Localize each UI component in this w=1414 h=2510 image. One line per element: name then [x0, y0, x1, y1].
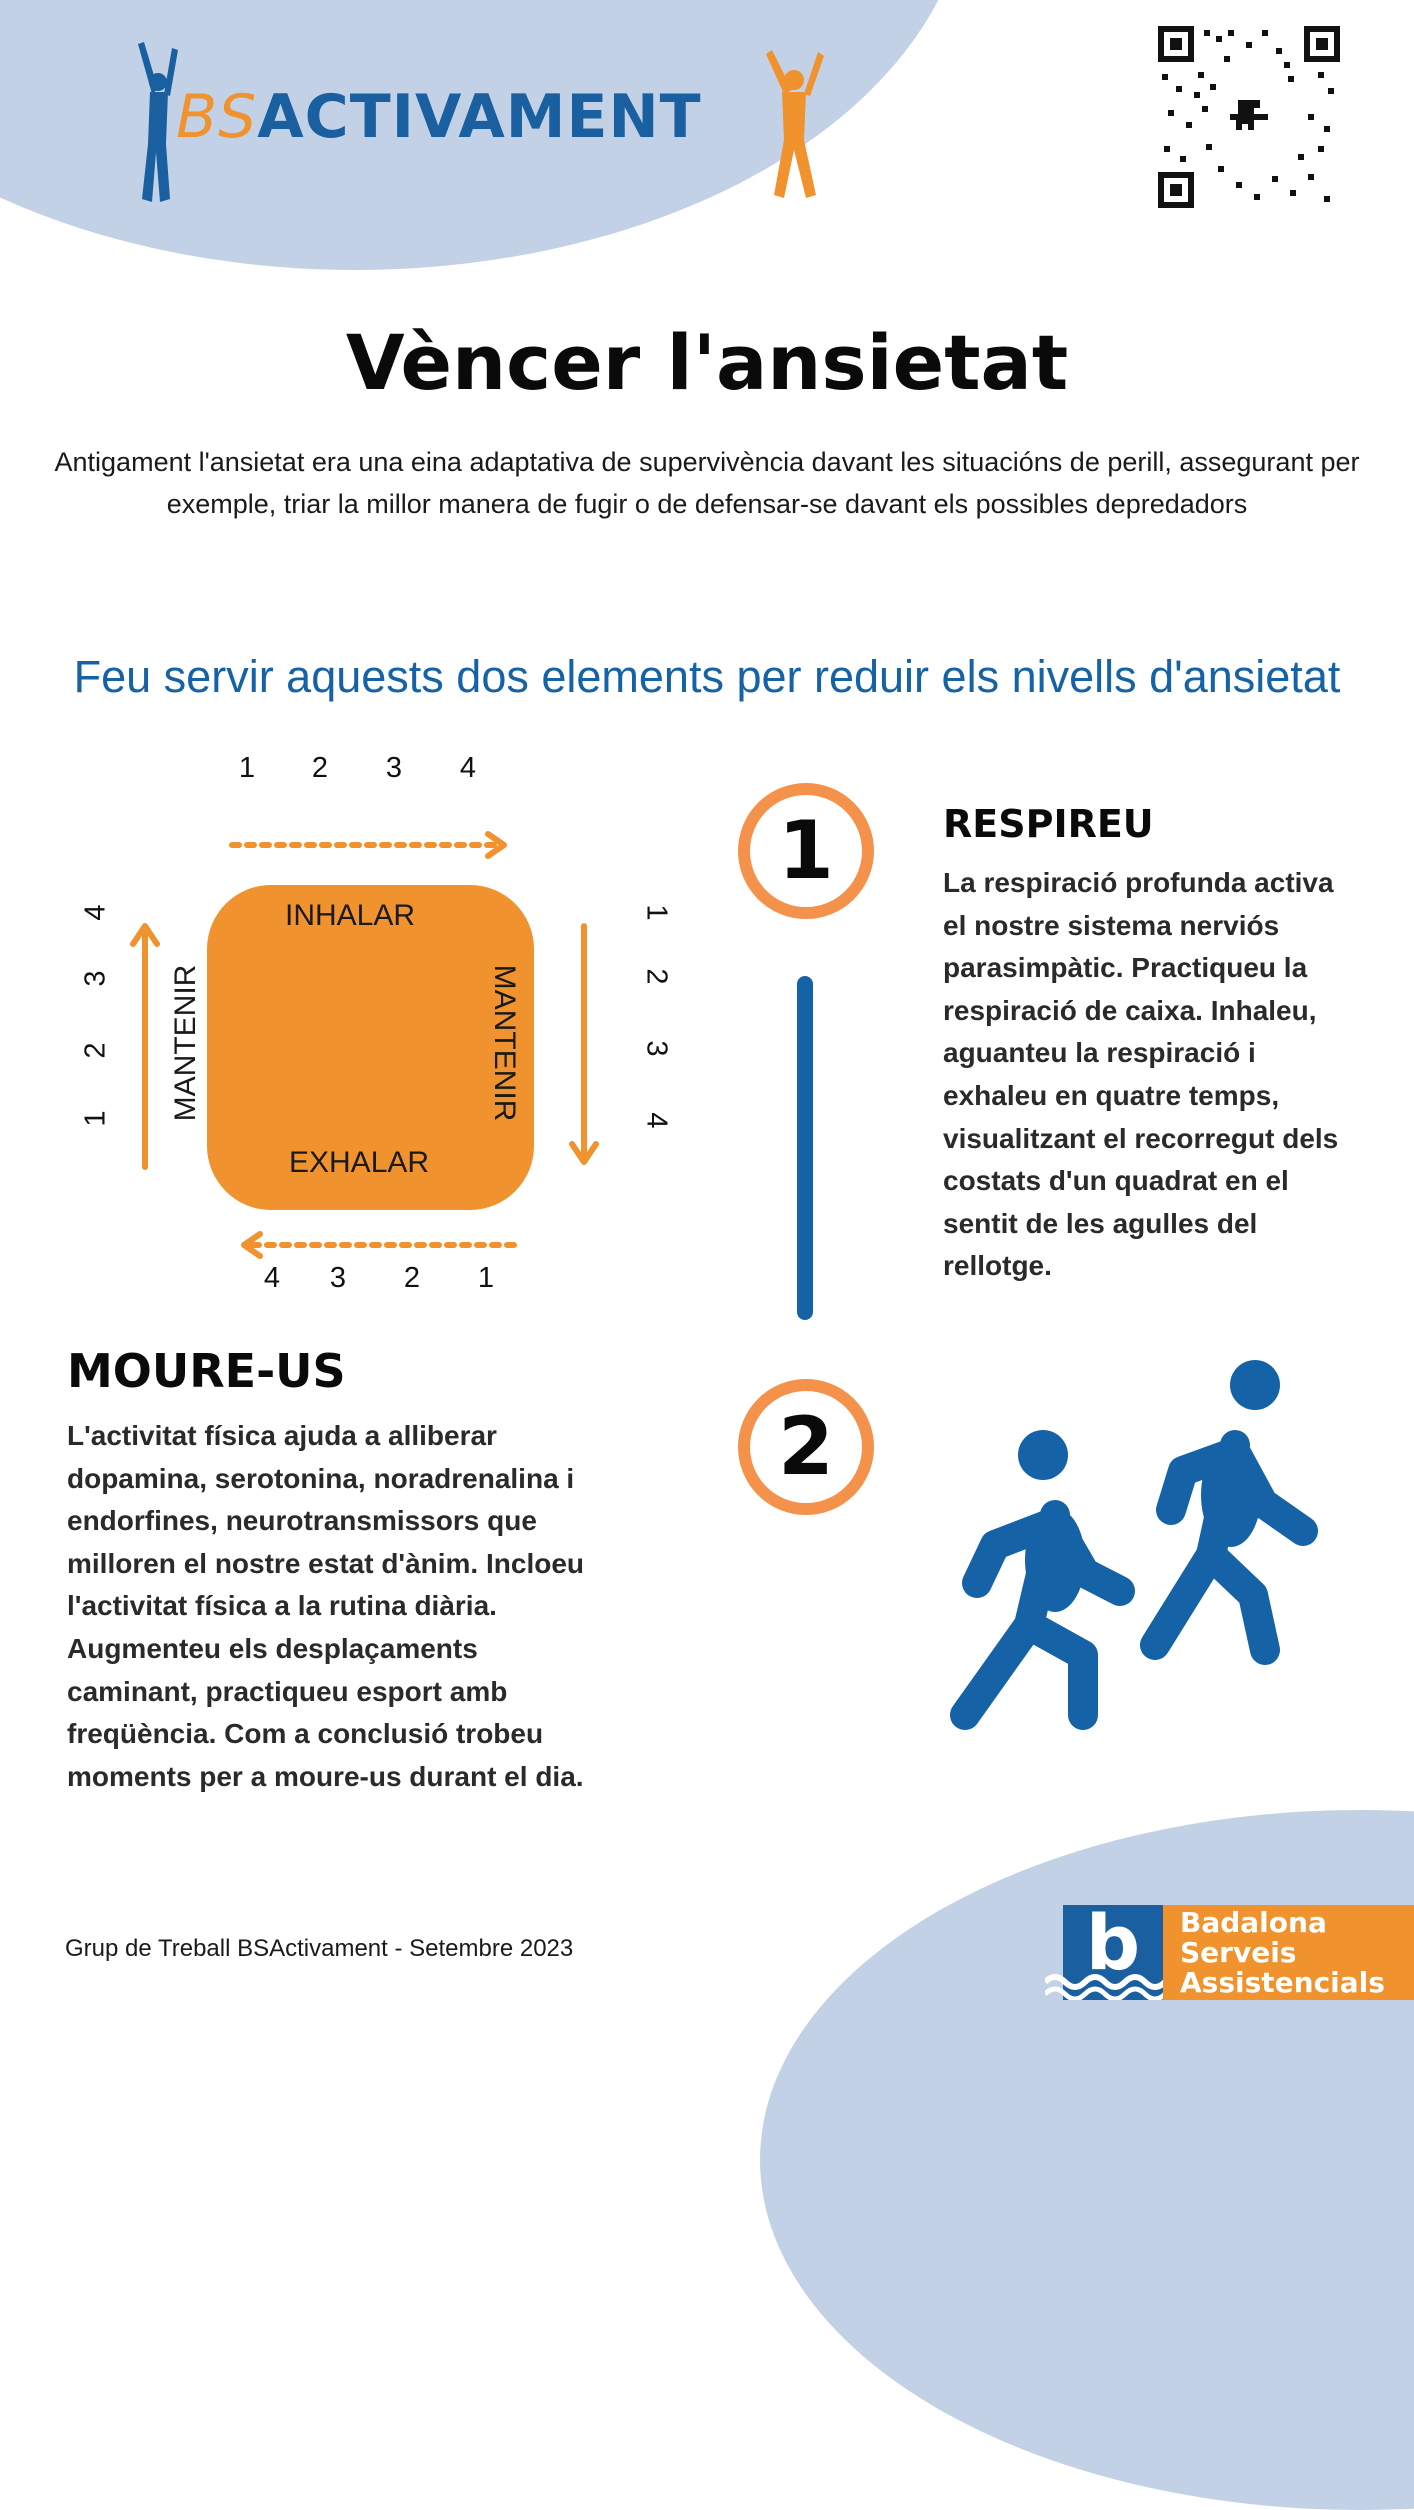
wave-icon — [1045, 1970, 1163, 2000]
intro-paragraph: Antigament l'ansietat era una eina adaptativa de supervivència davant les situacións de perill, assegurant per exemple, triar la millor manera de fugir o de defensar-se davant els possibles depredadors — [54, 447, 1360, 519]
bottom-count-3: 3 — [329, 1262, 347, 1294]
top-count-4: 4 — [459, 752, 477, 784]
moure-us-body: L'activitat física ajuda a alliberar dopamina, serotonina, noradrenalina i endorfines, neurotransmissors que milloren el nostre estat d'ànim. Incloeu l'activitat física a la rutina diària. Augmenteu els desplaçaments caminant, practiqueu esport amb freqüència. Com a conclusió trobeu moments per a moure-us durant el dia. — [67, 1420, 585, 1792]
right-count-2: 2 — [640, 968, 673, 985]
respireu-heading: RESPIREU — [943, 802, 1154, 846]
bottom-count-4: 4 — [263, 1262, 281, 1294]
footer-credit: Grup de Treball BSActivament - Setembre 2023 — [65, 1935, 574, 1962]
step-2-badge: 2 — [738, 1379, 874, 1515]
step-connector-line — [797, 976, 813, 1320]
logo-prefix: BS — [176, 82, 258, 152]
right-count-3: 3 — [640, 1040, 673, 1057]
hold-left-label: MANTENIR — [169, 964, 202, 1122]
exhale-label: EXHALAR — [289, 1146, 430, 1179]
respireu-body: La respiració profunda activa el nostre sistema nerviós parasimpàtic. Practiqueu la respiració de caixa. Inhaleu, aguanteu la respiració i exhaleu en quatre temps, visualitzant el recorregut dels costats d'un quadrat en el sentit de les agulles del rellotge. — [943, 867, 1339, 1282]
top-count-3: 3 — [385, 752, 403, 784]
bottom-count-1: 1 — [477, 1262, 495, 1294]
logo — [176, 82, 702, 152]
top-count-1: 1 — [238, 752, 256, 784]
left-count-4: 4 — [79, 904, 112, 921]
qr-code-icon[interactable] — [1158, 26, 1340, 208]
logo-name: ACTIVAMENT — [257, 82, 702, 152]
right-count-4: 4 — [640, 1112, 673, 1129]
hold-right-label: MANTENIR — [488, 964, 521, 1122]
brand-logo-letter: b — [1085, 1898, 1141, 1987]
left-count-2: 2 — [79, 1042, 112, 1059]
bottom-count-2: 2 — [403, 1262, 421, 1294]
step-1-badge: 1 — [738, 783, 874, 919]
left-count-3: 3 — [79, 970, 112, 987]
brand-name: Badalona Serveis Assistencials — [1180, 1906, 1385, 1999]
walking-people-icon — [935, 1355, 1340, 1735]
page-title: Vèncer l'ansietat — [345, 318, 1069, 407]
moure-us-heading: MOURE-US — [67, 1344, 346, 1398]
right-count-1: 1 — [640, 904, 673, 921]
section-subtitle: Feu servir aquests dos elements per reduir els nivells d'ansietat — [73, 651, 1341, 702]
jumping-person-orange-icon — [758, 40, 828, 205]
left-count-1: 1 — [79, 1110, 112, 1127]
top-count-2: 2 — [311, 752, 329, 784]
inhale-label: INHALAR — [285, 899, 416, 932]
